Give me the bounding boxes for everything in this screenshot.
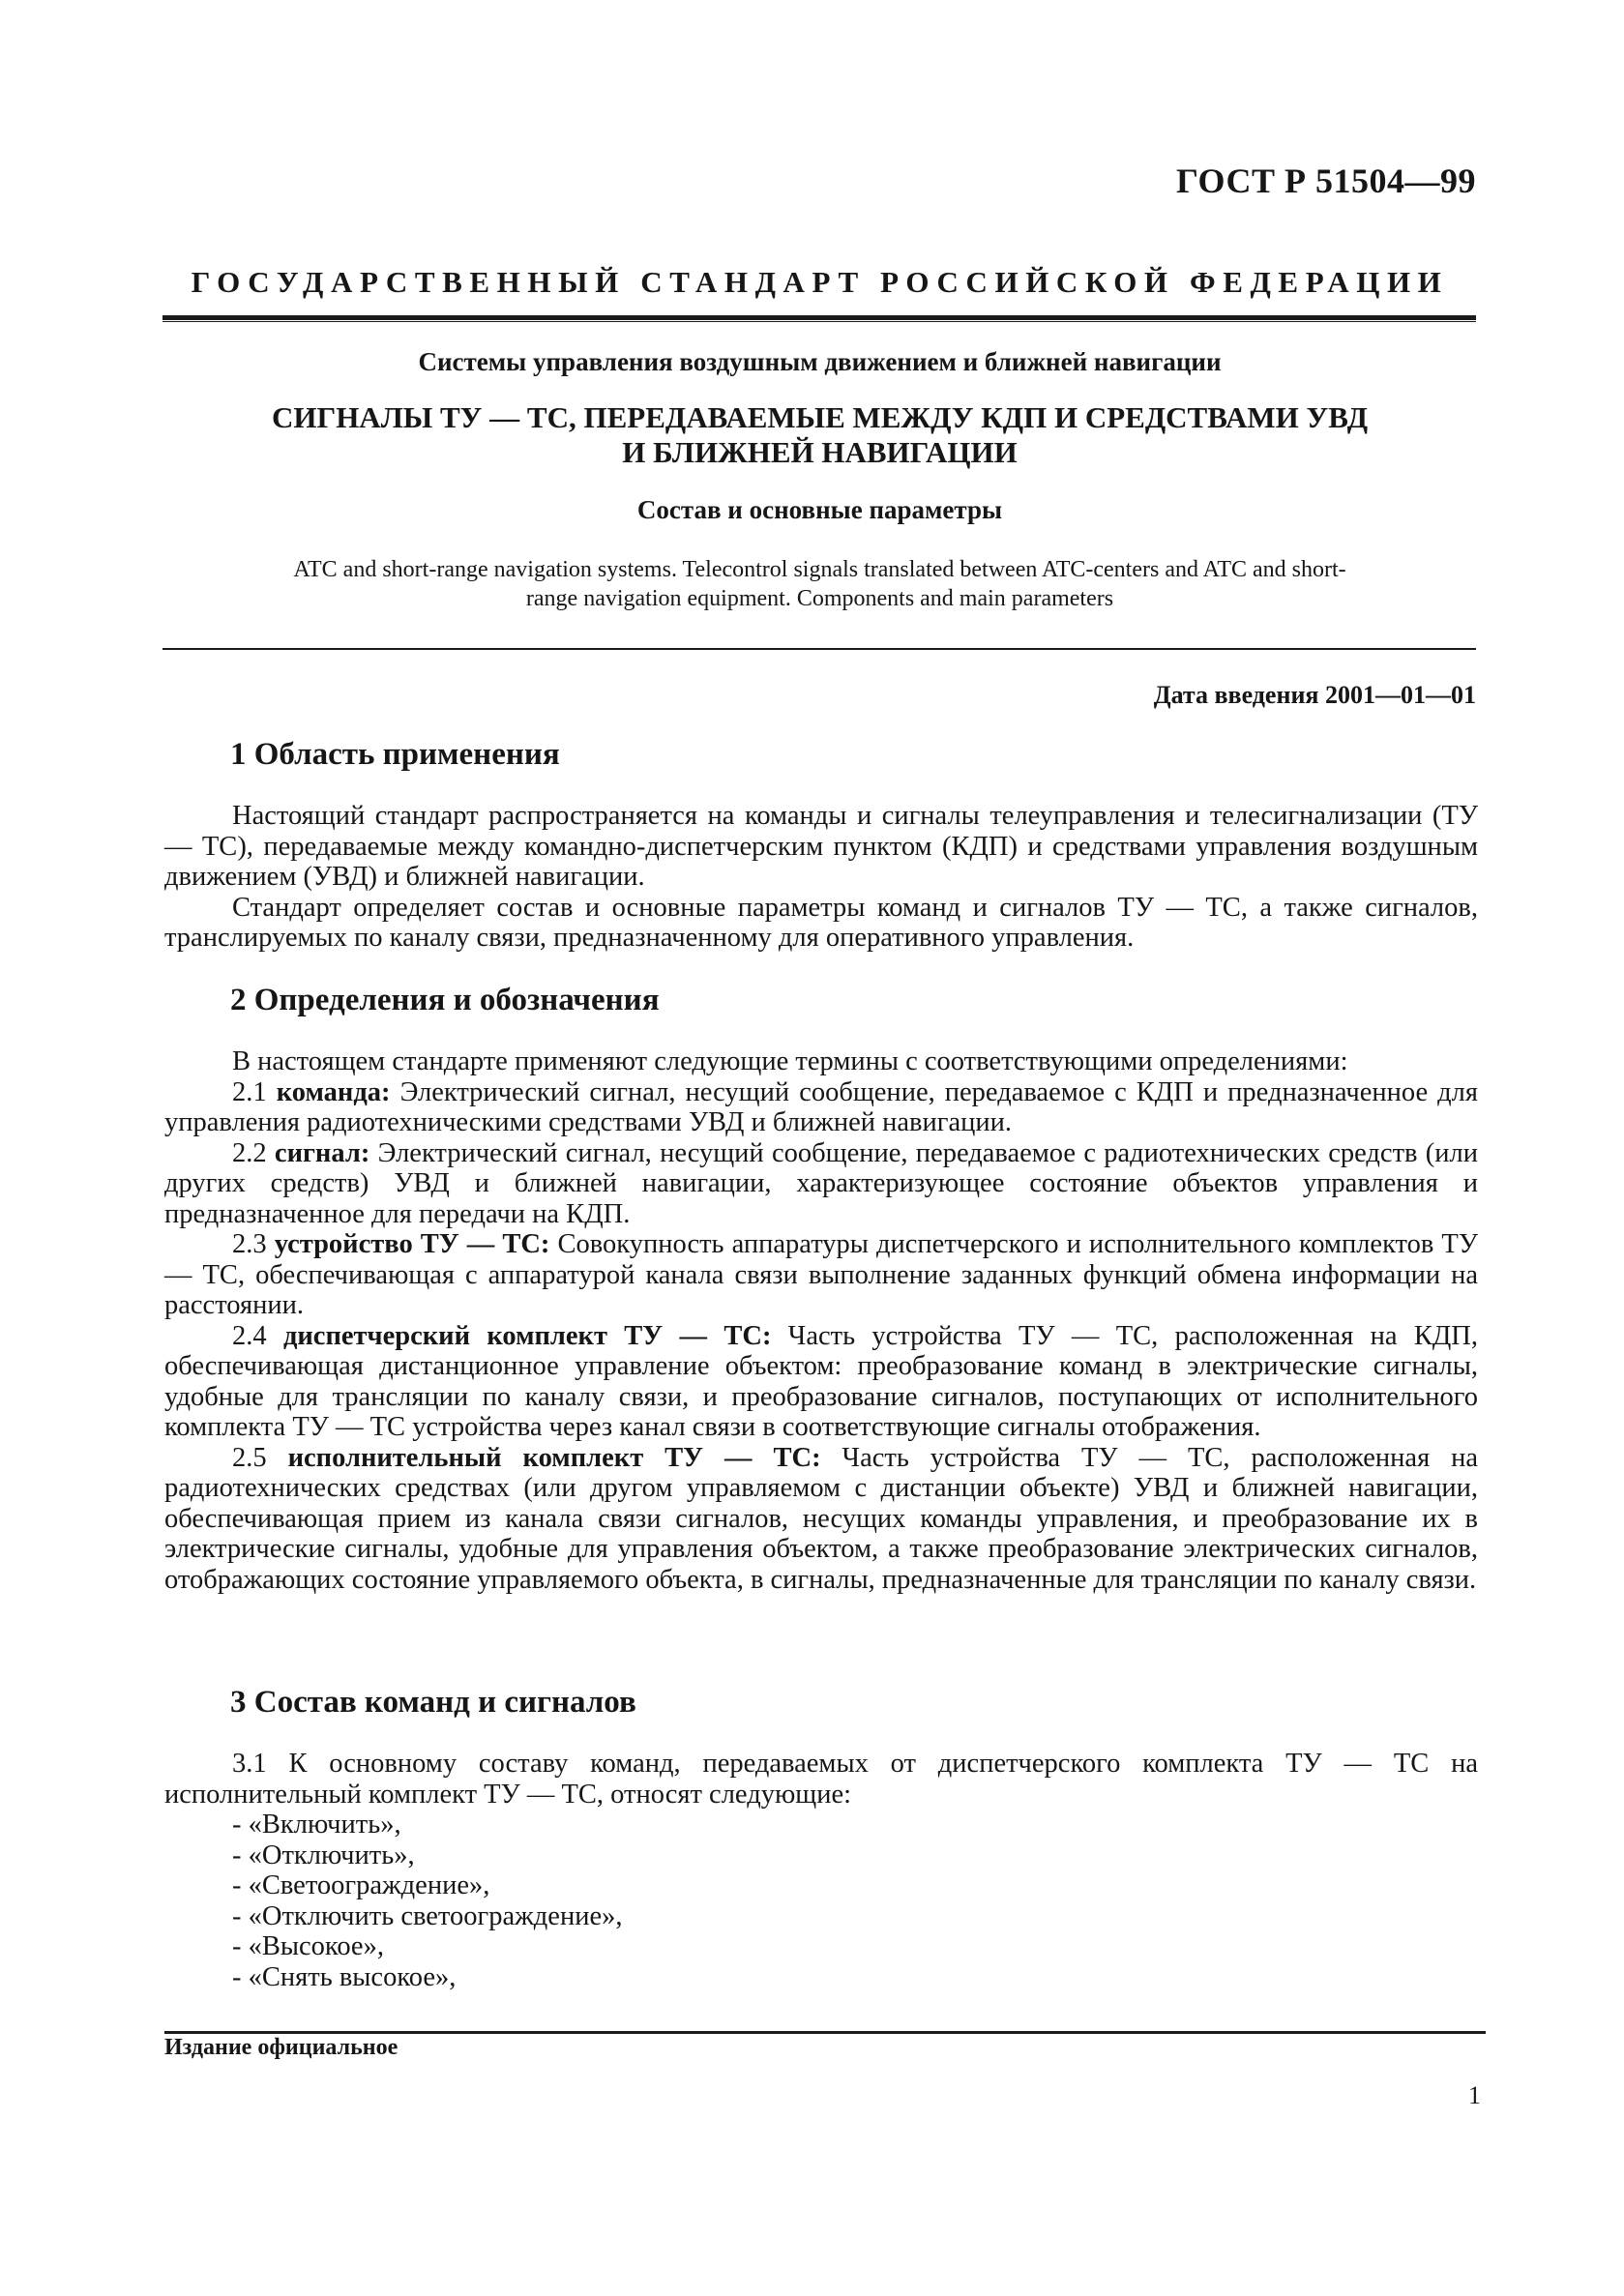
header-rule-thin — [162, 321, 1476, 322]
definition-text: Электрический сигнал, несущий сообщение, передаваемое с КДП и предназначенное для управления радиотехническими средствами УВД и ближней навигации. — [164, 1076, 1478, 1137]
list-item: - «Отключить светоограждение», — [232, 1900, 623, 1931]
english-title — [164, 555, 1475, 613]
section-3-body — [164, 1749, 1478, 1992]
footer-rule — [164, 2031, 1486, 2034]
definition-text: Электрический сигнал, несущий сообщение, передаваемое с радиотехнических средств (или других средств) УВД и ближней навигации, характеризующее состояние объектов управления и предназначенное для передачи на КДП. — [164, 1137, 1478, 1229]
document-subtitle: Состав и основные параметры — [636, 495, 1003, 524]
gost-number: ГОСТ Р 51504—99 — [1176, 162, 1476, 200]
definition-number: 2.3 — [232, 1229, 267, 1259]
definition-2-2 — [164, 1138, 1478, 1230]
definition-2-5 — [164, 1443, 1478, 1596]
definition-number: 2.2 — [232, 1137, 267, 1168]
section-3-paragraph-1: 3.1 К основному составу команд, передаваемых от диспетчерского комплекта ТУ — ТС на исполнительный комплект ТУ — ТС, относят следующие: — [164, 1749, 1478, 1810]
section-2-body — [164, 1046, 1478, 1595]
list-item: - «Светоограждение», — [232, 1870, 490, 1900]
list-item: - «Снять высокое», — [232, 1961, 457, 1992]
section-1-paragraph-2: Стандарт определяет состав и основные параметры команд и сигналов ТУ — ТС, а также сигналов, транслируемых по каналу связи, предназначенному для оперативного управления. — [164, 892, 1478, 953]
definition-text: Часть устройства ТУ — ТС, расположенная на КДП, обеспечивающая дистанционное управление объектом: преобразование команд в электрические сигналы, удобные для трансляции по каналу связи, и преобразование сигналов, поступающих от исполнительного комплекта ТУ — ТС устройства через канал связи в соответствующие сигналы отображения. — [164, 1320, 1479, 1442]
definition-term: устройство ТУ — ТС: — [274, 1229, 550, 1259]
definition-text: Часть устройства ТУ — ТС, расположенная на радиотехнических средствах (или другом управляемом с дистанции объекте) УВД и ближней навигации, обеспечивающая прием из канала связи сигналов, несущих команды управления, и преобразование их в электрические сигналы, удобные для управления объектом, а также преобразование электрических сигналов, отображающих состояние управляемого объекта, в сигналы, предназначенные для трансляции по каналу связи. — [164, 1442, 1479, 1595]
definition-text: Совокупность аппаратуры диспетчерского и исполнительного комплектов ТУ — ТС, обеспечивающая с аппаратурой канала связи выполнение заданных функций обмена информации на расстоянии. — [164, 1229, 1479, 1320]
list-item: - «Высокое», — [232, 1931, 384, 1961]
definition-2-3 — [164, 1229, 1478, 1321]
definition-term: исполнительный комплект ТУ — ТС: — [287, 1442, 821, 1473]
definition-2-1 — [164, 1077, 1478, 1138]
list-item: - «Включить», — [232, 1810, 401, 1840]
definition-number: 2.5 — [232, 1442, 267, 1473]
header-rule-thick — [162, 315, 1476, 320]
definition-term: сигнал: — [274, 1137, 370, 1168]
official-edition-label: Издание официальное — [164, 2035, 399, 2060]
section-3-heading: 3 Состав команд и сигналов — [230, 1685, 636, 1720]
subject-line: Системы управления воздушным движением и ближней навигации — [418, 347, 1222, 376]
section-1-paragraph-1: Настоящий стандарт распространяется на команды и сигналы телеуправления и телесигнализации (ТУ — ТС), передаваемые между командно-диспетчерским пунктом (КДП) и средствами управления воздушным движением (УВД) и ближней навигации. — [164, 801, 1478, 892]
list-item: - «Отключить», — [232, 1840, 415, 1870]
title-line-1: СИГНАЛЫ ТУ — ТС, ПЕРЕДАВАЕМЫЕ МЕЖДУ КДП И СРЕДСТВАМИ УВД — [271, 400, 1369, 434]
section-2-heading: 2 Определения и обозначения — [230, 983, 660, 1017]
definition-term: диспетчерский комплект ТУ — ТС: — [282, 1320, 772, 1351]
section-1-body — [164, 801, 1478, 954]
definition-2-4 — [164, 1321, 1478, 1443]
document-title — [164, 400, 1475, 470]
section-2-intro: В настоящем стандарте применяют следующие термины с соответствующими определениями: — [232, 1046, 1348, 1076]
title-rule — [162, 648, 1476, 650]
definition-number: 2.4 — [232, 1320, 267, 1351]
definition-number: 2.1 — [232, 1076, 267, 1107]
english-title-line-1: ATC and short-range navigation systems. Telecontrol signals translated between ATC-centers and ATC and short- — [293, 557, 1346, 582]
effective-date: Дата введения 2001—01—01 — [1153, 681, 1476, 709]
english-title-line-2: range navigation equipment. Components and main parameters — [525, 586, 1114, 611]
section-1-heading: 1 Область применения — [230, 737, 560, 772]
definition-term: команда: — [276, 1076, 391, 1107]
state-standard-banner: ГОСУДАРСТВЕННЫЙ СТАНДАРТ РОССИЙСКОЙ ФЕДЕРАЦИИ — [191, 265, 1449, 299]
title-line-2: И БЛИЖНЕЙ НАВИГАЦИИ — [622, 435, 1018, 469]
page-number: 1 — [1468, 2081, 1481, 2109]
